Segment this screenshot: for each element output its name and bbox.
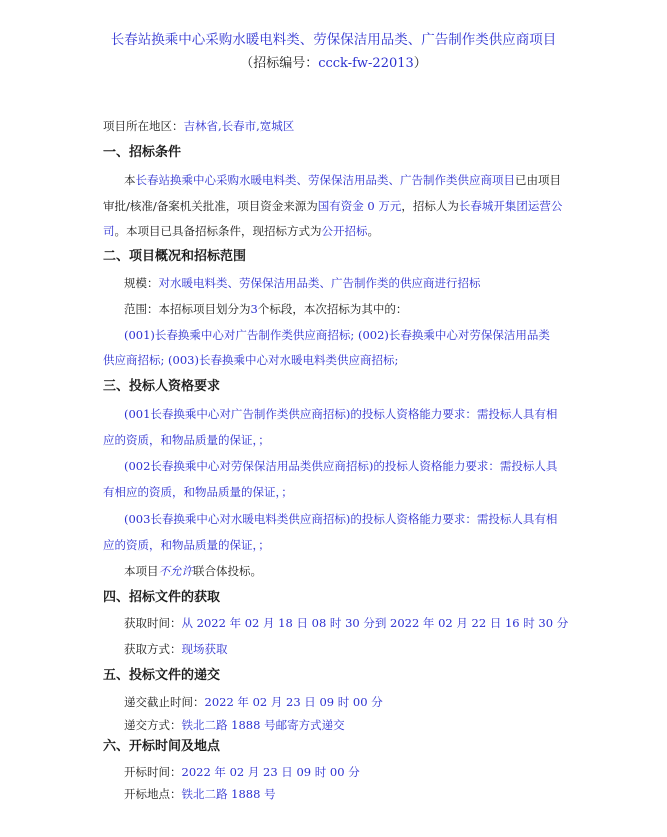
tender-code-open: （招标编号： — [240, 56, 319, 71]
opening-time-label: 开标时间： — [124, 765, 182, 779]
fund-source: 国有资金 0 万元 — [317, 199, 402, 213]
text: 本 — [124, 173, 136, 187]
lots-line-1: (001)长春换乘中心对广告制作类供应商招标; (002)长春换乘中心对劳保保洁用品类 — [124, 328, 550, 342]
range-line — [124, 301, 407, 317]
section-heading-submit: 五、投标文件的递交 — [103, 668, 221, 683]
obtain-time-label: 获取时间： — [124, 616, 182, 630]
text: 联合体投标。 — [193, 564, 262, 578]
qualification-3-line-1: (003长春换乘中心对水暖电料类供应商招标)的投标人资格能力要求：需投标人具有相 — [124, 512, 558, 526]
scale-line — [124, 275, 481, 291]
conditions-line-2 — [103, 198, 562, 214]
section-heading-opening: 六、开标时间及地点 — [103, 739, 221, 754]
tenderer-name: 长春城开集团运营公 — [458, 199, 563, 213]
opening-time-line — [124, 764, 360, 780]
conditions-line-3 — [103, 223, 379, 239]
section-heading-obtain: 四、招标文件的获取 — [103, 590, 221, 605]
text: 本项目 — [124, 564, 159, 578]
text: 。 — [367, 224, 379, 238]
tender-code-value: ccck-fw-22013 — [318, 56, 414, 71]
location-label: 项目所在地区： — [103, 119, 184, 133]
submit-deadline-value: 2022 年 02 月 23 日 09 时 00 分 — [204, 695, 383, 709]
section-heading-conditions: 一、招标条件 — [103, 145, 182, 160]
project-location — [103, 118, 294, 134]
submit-deadline-label: 递交截止时间： — [124, 695, 205, 709]
submit-method-value: 铁北二路 1888 号邮寄方式递交 — [181, 718, 345, 732]
submit-deadline-line — [124, 694, 383, 710]
text: 审批/核准/备案机关批准，项目资金来源为 — [103, 199, 318, 213]
submit-method-label: 递交方式： — [124, 718, 182, 732]
qualification-1-line-1: (001长春换乘中心对广告制作类供应商招标)的投标人资格能力要求：需投标人具有相 — [124, 407, 558, 421]
obtain-time-line — [124, 615, 568, 631]
qualification-2-line-2: 有相应的资质，和物品质量的保证，； — [103, 485, 293, 499]
text: 个标段，本次招标为其中的： — [257, 302, 408, 316]
conditions-line-1 — [124, 172, 561, 188]
tenderer-name-end: 司 — [103, 224, 115, 238]
lots-line-2: 供应商招标; (003)长春换乘中心对水暖电料类供应商招标; — [103, 353, 399, 367]
qualification-3-line-2: 应的资质，和物品质量的保证，； — [103, 538, 270, 552]
lot-count: 3 — [250, 302, 258, 316]
obtain-method-label: 获取方式： — [124, 642, 182, 656]
tender-code — [0, 55, 667, 73]
obtain-method-line — [124, 641, 228, 657]
submit-method-line — [124, 717, 345, 733]
qualification-2-line-1: (002长春换乘中心对劳保保洁用品类供应商招标)的投标人资格能力要求：需投标人具 — [124, 459, 558, 473]
scale-label: 规模： — [124, 276, 159, 290]
text: 已由项目 — [515, 173, 561, 187]
qualification-1-line-2: 应的资质，和物品质量的保证，； — [103, 433, 270, 447]
joint-bid-status: 不允许 — [158, 564, 193, 578]
opening-place-line — [124, 786, 276, 802]
text: 范围：本招标项目划分为 — [124, 302, 251, 316]
opening-place-value: 铁北二路 1888 号 — [181, 787, 276, 801]
obtain-method-value: 现场获取 — [181, 642, 228, 656]
scale-value: 对水暖电料类、劳保保洁用品类、广告制作类的供应商进行招标 — [158, 276, 481, 290]
document-title: 长春站换乘中心采购水暖电料类、劳保保洁用品类、广告制作类供应商项目 — [110, 32, 557, 48]
opening-time-value: 2022 年 02 月 23 日 09 时 00 分 — [181, 765, 360, 779]
joint-bid-line — [124, 563, 262, 579]
section-heading-qualification: 三、投标人资格要求 — [103, 379, 221, 394]
location-value: 吉林省,长春市,宽城区 — [183, 119, 295, 133]
text: 。本项目已具备招标条件，现招标方式为 — [114, 224, 322, 238]
obtain-time-value: 从 2022 年 02 月 18 日 08 时 30 分到 2022 年 02 月 22 日 16 时 30 分 — [181, 616, 569, 630]
opening-place-label: 开标地点： — [124, 787, 182, 801]
text: ，招标人为 — [401, 199, 459, 213]
tender-code-close: ） — [413, 56, 427, 71]
project-name: 长春站换乘中心采购水暖电料类、劳保保洁用品类、广告制作类供应商项目 — [135, 173, 515, 187]
tender-method: 公开招标 — [321, 224, 368, 238]
section-heading-overview: 二、项目概况和招标范围 — [103, 249, 247, 264]
